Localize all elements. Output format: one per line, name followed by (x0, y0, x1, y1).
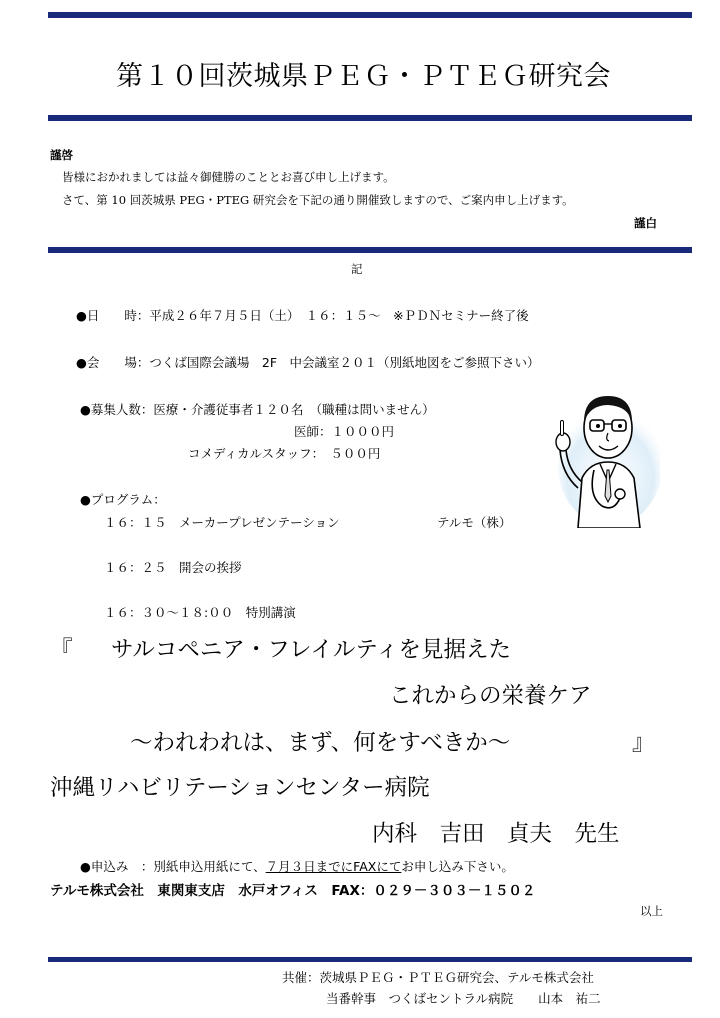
ki-label: 記 (351, 262, 363, 276)
lecture-close-bracket: 』 (632, 730, 655, 756)
lecture-title-line-1: サルコペニア・フレイルティを見据えた (111, 637, 512, 663)
doctor-illustration (550, 378, 660, 528)
speaker-name: 内科 吉田 貞夫 先生 (372, 821, 620, 847)
lecture-title-line-2: これからの栄養ケア (389, 683, 592, 709)
greeting-bottom-rule (48, 247, 692, 253)
footer-organizer: 当番幹事 つくばセントラル病院 山本 祐二 (326, 991, 601, 1006)
program-item-3: １６：３０～１８:００ 特別講演 (104, 605, 296, 620)
closing-end: 以上 (640, 904, 663, 918)
top-rule (48, 12, 692, 18)
title-bottom-rule (48, 115, 692, 121)
fee-comedical: コメディカルスタッフ： ５００円 (188, 446, 381, 461)
event-recruit: ●募集人数：医療・介護従事者１２０名 （職種は問いません） (80, 402, 435, 417)
contact-line: テルモ株式会社 東関東支店 水戸オフィス FAX：０２９－３０３－１５０２ (50, 883, 536, 899)
program-heading: ●プログラム： (80, 492, 166, 507)
program-item-1-company: テルモ（株） (437, 515, 512, 530)
application-suffix: お申し込み下さい。 (401, 859, 514, 874)
application-prefix: ●申込み ：別紙申込用紙にて、 (80, 859, 266, 874)
greeting-line-2: さて、第 10 回茨城県 PEG・PTEG 研究会を下記の通り開催致しますので、ご案内申し上げます。 (62, 193, 574, 207)
program-item-1: １６：１５ メーカープレゼンテーション (104, 515, 340, 530)
fee-doctor: 医師：１０００円 (294, 424, 395, 439)
event-venue: ●会 場：つくば国際会議場 2F 中会議室２０１（別紙地図をご参照下さい） (76, 355, 540, 370)
program-item-2: １６：２５ 開会の挨拶 (104, 560, 242, 575)
application-line (80, 857, 514, 875)
footer-cohost: 共催：茨城県ＰＥＧ・ＰＴＥＧ研究会、テルモ株式会社 (282, 970, 594, 985)
greeting-line-1: 皆様におかれましては益々御健勝のこととお喜び申し上げます。 (62, 170, 395, 184)
greeting-closing: 謹白 (634, 216, 657, 230)
lecture-subtitle: ～われわれは、まず、何をすべきか～ (130, 730, 511, 756)
lecture-open-bracket: 『 (50, 637, 73, 663)
greeting-opening: 謹啓 (50, 148, 73, 162)
footer-rule (48, 957, 692, 962)
page-title: 第１０回茨城県ＰＥＧ・ＰＴＥＧ研究会 (116, 61, 611, 92)
event-date: ●日 時：平成２６年７月５日（土） １６：１５～ ※ＰＤＮセミナー終了後 (76, 308, 529, 323)
speaker-institution: 沖縄リハビリテーションセンター病院 (50, 775, 430, 801)
application-deadline: ７月３日までにFAXにて (265, 859, 402, 874)
